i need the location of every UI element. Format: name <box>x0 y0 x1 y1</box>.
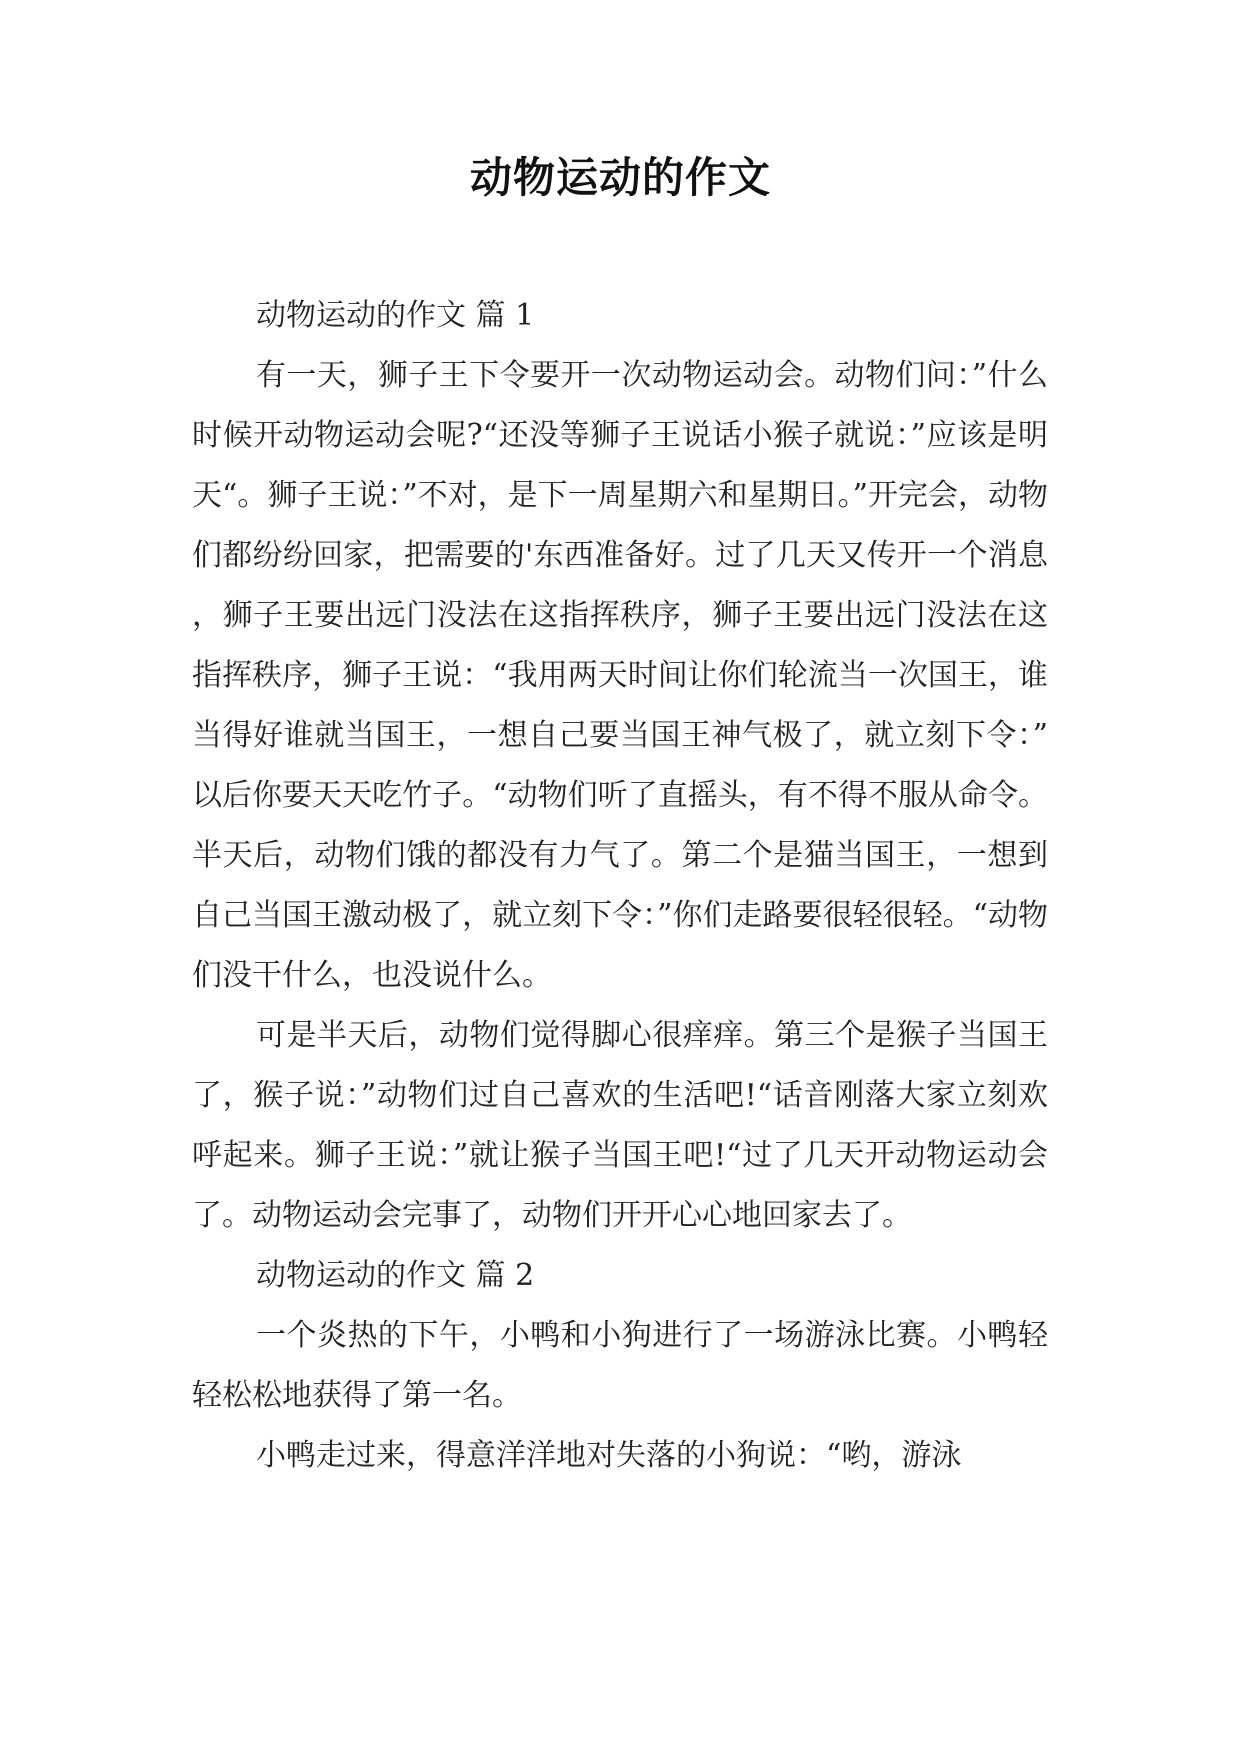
paragraph: 一个炎热的下午，小鸭和小狗进行了一场游泳比赛。小鸭轻轻松松地获得了第一名。 <box>192 1318 1048 1413</box>
section-heading-2: 动物运动的作文 篇 2 <box>256 1258 535 1293</box>
document-title: 动物运动的作文 <box>469 153 771 202</box>
document-body <box>192 286 1048 1486</box>
section-heading-1: 动物运动的作文 篇 1 <box>256 298 535 333</box>
paragraph: 有一天，狮子王下令要开一次动物运动会。动物们问：”什么时候开动物运动会呢?“还没等狮子王说话小猴子就说：”应该是明天“。狮子王说：”不对，是下一周星期六和星期日。”开完会，动物们都纷纷回家，把需要的'东西准备好。过了几天又传开一个消息，狮子王要出远门没法在这指挥秩序，狮子王要出远门没法在这指挥秩序，狮子王说：“我用两天时间让你们轮流当一次国王，谁当得好谁就当国王，一想自己要当国王神气极了，就立刻下令：”以后你要天天吃竹子。“动物们听了直摇头，有不得不服从命令。半天后，动物们饿的都没有力气了。第二个是猫当国王，一想到自己当国王激动极了，就立刻下令：”你们走路要很轻很轻。“动物们没干什么，也没说什么。 <box>192 358 1049 993</box>
paragraph: 小鸭走过来，得意洋洋地对失落的小狗说：“哟，游泳 <box>256 1438 962 1473</box>
paragraph: 可是半天后，动物们觉得脚心很痒痒。第三个是猴子当国王了，猴子说：”动物们过自己喜欢的生活吧!“话音刚落大家立刻欢呼起来。狮子王说：”就让猴子当国王吧!“过了几天开动物运动会了。动物运动会完事了，动物们开开心心地回家去了。 <box>192 1018 1048 1233</box>
